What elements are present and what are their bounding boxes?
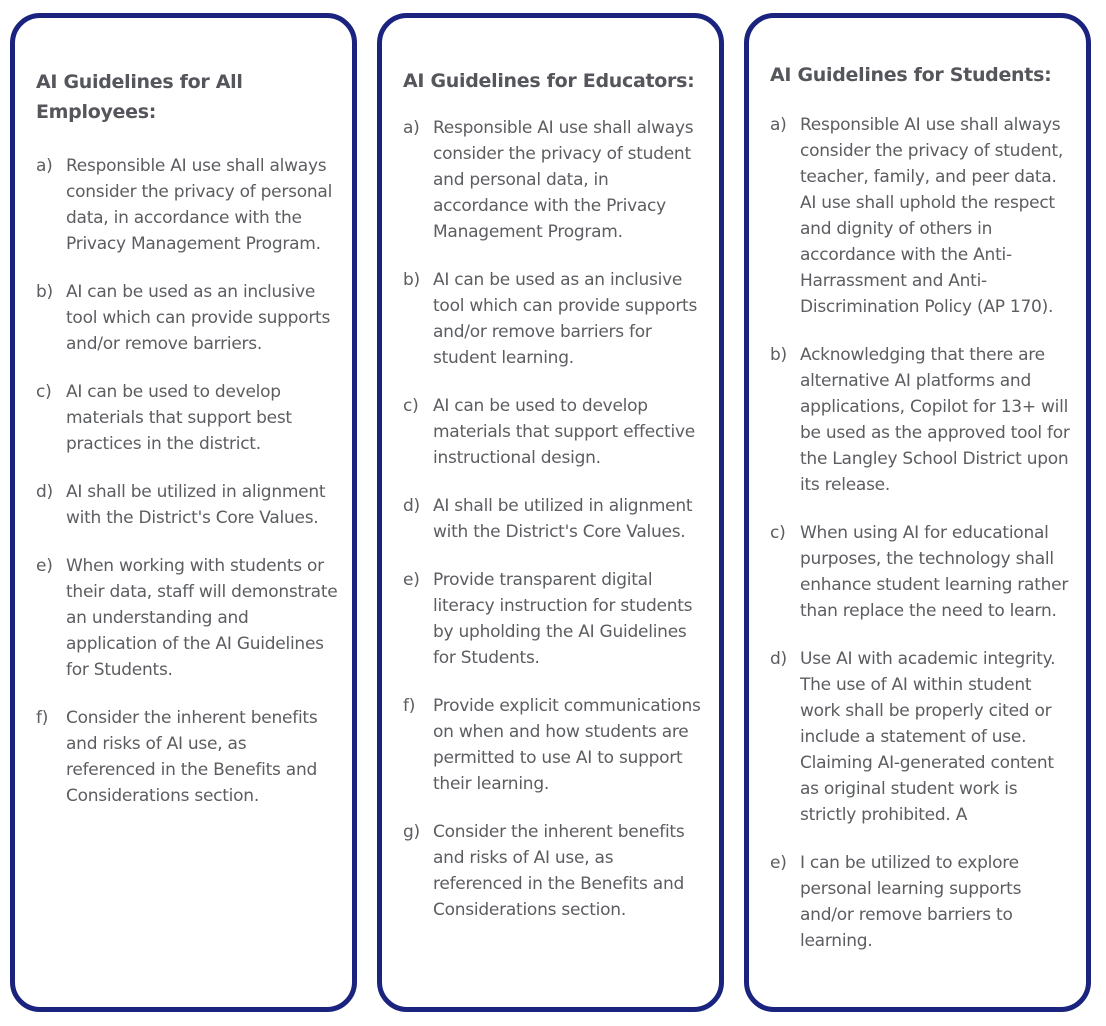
guideline-item [770,646,1072,828]
item-text: Consider the inherent benefits and risks of AI use, as referenced in the Benefits and Considerations section. [66,708,318,806]
guideline-item [36,153,338,257]
guideline-item [770,342,1072,498]
item-text: Responsible AI use shall always consider the privacy of personal data, in accordance with the Privacy Management Program. [66,156,333,254]
item-text: Provide explicit communications on when and how students are permitted to use AI to support their learning. [433,696,701,794]
item-text: AI shall be utilized in alignment with the District's Core Values. [433,496,693,542]
guideline-item [403,115,705,245]
card-content [770,60,1072,954]
item-marker: d) [770,649,787,669]
item-text: Use AI with academic integrity. The use of AI within student work shall be properly cited or include a statement of use. Claiming AI-generated content as original student work is strictly prohibited. A [800,649,1056,825]
item-text: Responsible AI use shall always consider the privacy of student and personal data, in accordance with the Privacy Management Program. [433,118,694,242]
item-marker: d) [403,496,420,516]
guideline-item [403,567,705,671]
card-content [36,67,338,809]
item-text: AI can be used as an inclusive tool which can provide supports and/or remove barriers. [66,282,331,354]
item-marker: c) [36,382,52,402]
item-marker: b) [770,345,787,365]
item-marker: c) [403,396,419,416]
item-text: AI shall be utilized in alignment with the District's Core Values. [66,482,326,528]
item-text: When using AI for educational purposes, the technology shall enhance student learning rather than replace the need to learn. [800,523,1069,621]
item-marker: d) [36,482,53,502]
item-text: Responsible AI use shall always consider the privacy of student, teacher, family, and peer data. AI use shall uphold the respect and dignity of others in accordance with the Anti-Harrassment and Anti-Discrimination Policy (AP 170). [800,115,1064,317]
guideline-item [36,479,338,531]
item-text: I can be utilized to explore personal learning supports and/or remove barriers to learning. [800,853,1022,951]
card-title: AI Guidelines for Educators: [403,70,695,92]
item-marker: a) [403,118,420,138]
employees-guidelines-card [10,13,357,1012]
guideline-item [403,693,705,797]
item-text: When working with students or their data, staff will demonstrate an understanding and application of the AI Guidelines for Students. [66,556,338,680]
item-marker: g) [403,822,420,842]
guideline-item [403,267,705,371]
item-marker: e) [770,853,787,873]
guideline-item [36,553,338,683]
guideline-item [36,379,338,457]
item-marker: f) [36,708,49,728]
educators-guidelines-card [377,13,724,1012]
item-text: AI can be used to develop materials that support effective instructional design. [433,396,695,468]
item-text: Consider the inherent benefits and risks of AI use, as referenced in the Benefits and Considerations section. [433,822,685,920]
item-text: AI can be used to develop materials that support best practices in the district. [66,382,292,454]
item-marker: b) [36,282,53,302]
guideline-item [36,279,338,357]
item-marker: f) [403,696,416,716]
card-title: AI Guidelines for Students: [770,64,1052,86]
guideline-item [403,493,705,545]
item-marker: c) [770,523,786,543]
guideline-item [403,393,705,471]
item-text: AI can be used as an inclusive tool which can provide supports and/or remove barriers for student learning. [433,270,698,368]
guideline-list [36,153,338,809]
guideline-item [36,705,338,809]
item-marker: b) [403,270,420,290]
guideline-item [770,520,1072,624]
item-marker: e) [403,570,420,590]
guideline-item [403,819,705,923]
card-content [403,66,705,923]
item-marker: a) [36,156,53,176]
item-text: Acknowledging that there are alternative AI platforms and applications, Copilot for 13+ will be used as the approved tool for the Langley School District upon its release. [800,345,1070,495]
guideline-list [770,112,1072,954]
guideline-item [770,850,1072,954]
guideline-item [770,112,1072,320]
item-marker: a) [770,115,787,135]
students-guidelines-card [744,13,1091,1012]
guideline-list [403,115,705,923]
item-text: Provide transparent digital literacy instruction for students by upholding the AI Guidelines for Students. [433,570,693,668]
card-title: AI Guidelines for All Employees: [36,71,243,123]
item-marker: e) [36,556,53,576]
